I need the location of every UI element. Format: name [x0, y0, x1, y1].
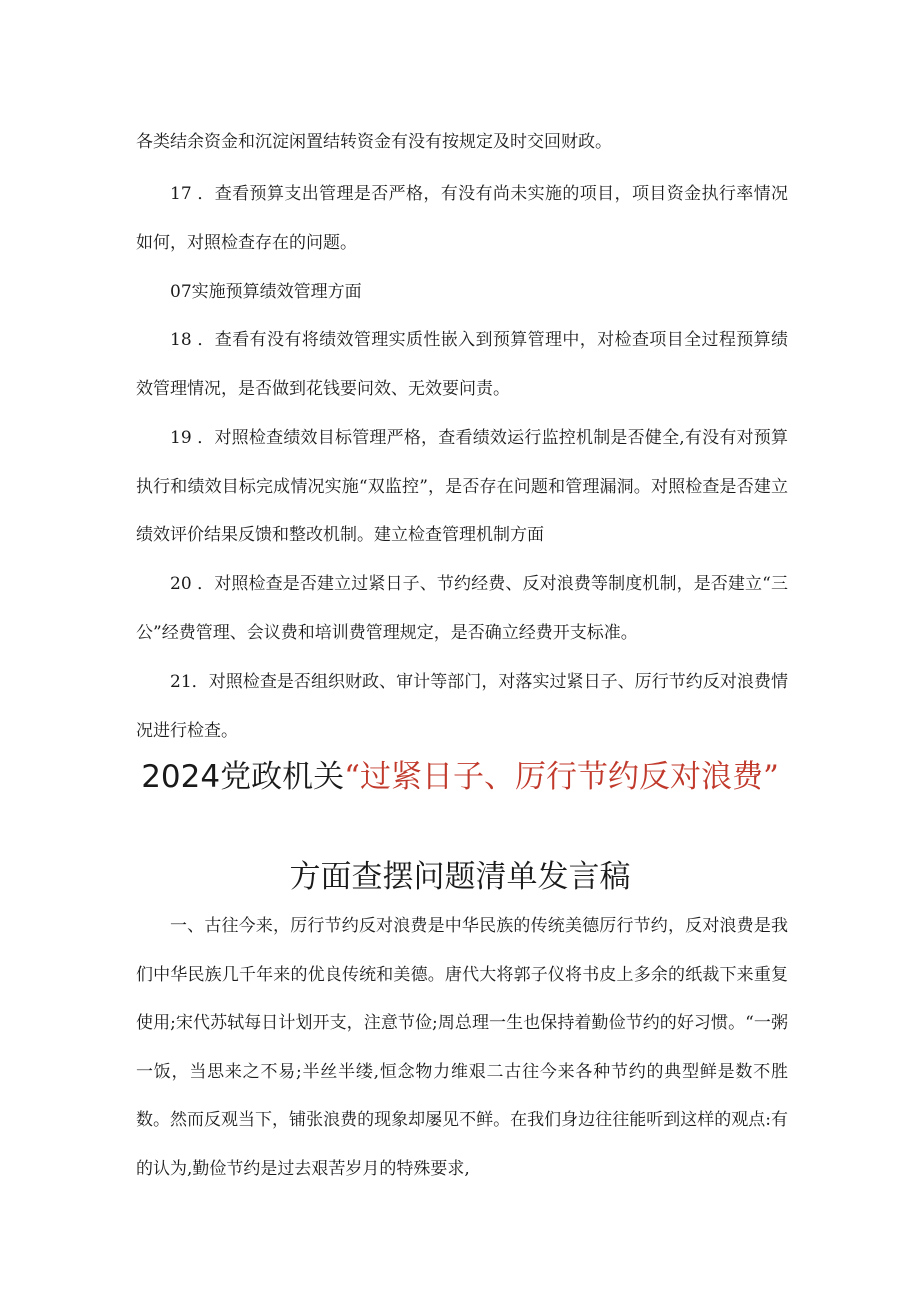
paragraph-item-19: 19 ．对照检查绩效目标管理严格，查看绩效运行监控机制是否健全,有没有对预算执行和绩效目标完成情况实施“双监控”，是否存在问题和管理漏洞。对照检查是否建立绩效评价结果反馈和整改机制。建立检查管理机制方面	[136, 428, 788, 545]
paragraph-carryover: 各类结余资金和沉淀闲置结转资金有没有按规定及时交回财政。	[136, 132, 612, 152]
paragraph-item-17: 17 ．查看预算支出管理是否严格，有没有尚未实施的项目，项目资金执行率情况如何，对照检查存在的问题。	[136, 184, 788, 253]
document-subtitle: 方面查摆问题清单发言稿	[289, 859, 631, 895]
title-highlight: “过紧日子、厉行节约反对浪费”	[344, 759, 779, 795]
paragraph-item-20: 20 ．对照检查是否建立过紧日子、节约经费、反对浪费等制度机制，是否建立“三公”经费管理、会议费和培训费管理规定，是否确立经费开支标准。	[136, 574, 788, 643]
section-heading-07: 07实施预算绩效管理方面	[170, 282, 362, 302]
paragraph-item-18: 18 ．查看有没有将绩效管理实质性嵌入到预算管理中，对检查项目全过程预算绩效管理情况，是否做到花钱要问效、无效要问责。	[136, 330, 788, 399]
document-title	[100, 752, 820, 802]
title-prefix: 2024党政机关	[141, 759, 345, 795]
paragraph-item-21: 21．对照检查是否组织财政、审计等部门，对落实过紧日子、厉行节约反对浪费情况进行检查。	[136, 672, 788, 741]
body-paragraph-1: 一、古往今来，厉行节约反对浪费是中华民族的传统美德厉行节约，反对浪费是我们中华民族几千年来的优良传统和美德。唐代大将郭子仪将书皮上多余的纸裁下来重复使用;宋代苏轼每日计划开支，注意节俭;周总理一生也保持着勤俭节约的好习惯。“一粥一饭，当思来之不易;半丝半缕,恒念物力维艰二古往今来各种节约的典型鲜是数不胜数。然而反观当下，铺张浪费的现象却屡见不鲜。在我们身边往往能听到这样的观点:有的认为,勤俭节约是过去艰苦岁月的特殊要求,	[136, 916, 788, 1179]
